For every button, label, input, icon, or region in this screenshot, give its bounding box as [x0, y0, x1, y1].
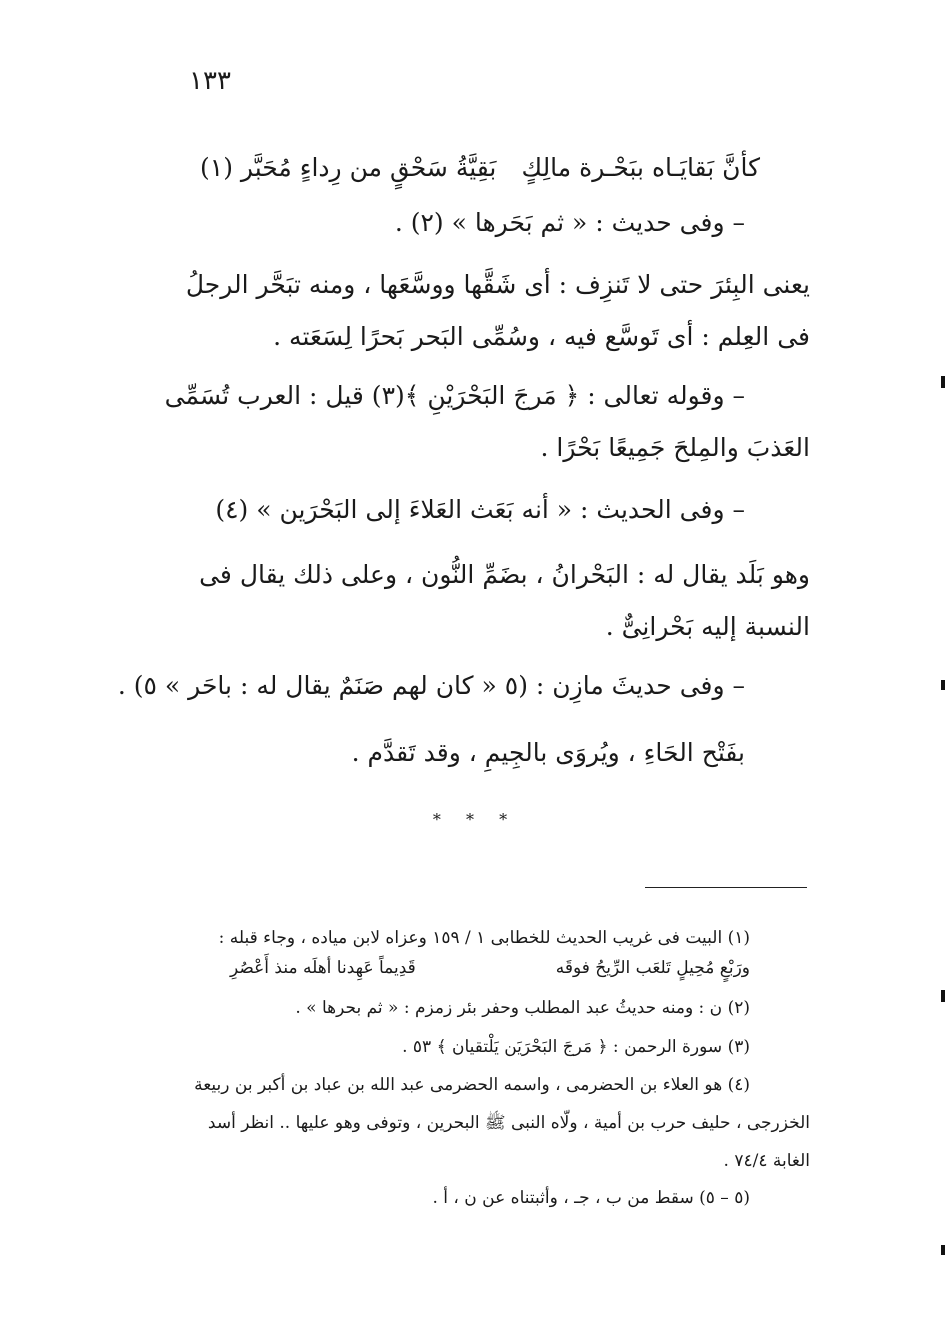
poetry-verse — [200, 150, 760, 190]
text-line: وهو بَلَد يقال له : البَحْرانُ ، بضَمِّ النُّون ، وعلى ذلك يقال فى — [199, 560, 810, 589]
text-line: – وفى حديثَ مازِن : (٥ « كان لهم صَنَمٌ يقال له : باحَر » ٥) . — [117, 671, 745, 700]
footnote-3: (٣) سورة الرحمن : ﴿ مَرجَ البَحْرَيَن يَلْتقيان ﴾ ٥٣ . — [402, 1037, 750, 1057]
scan-edge-mark — [941, 990, 945, 1002]
footnote-4-line-2: الخزرجى ، حليف حرب بن أمية ، ولّاه النبى ﷺ البحرين ، وتوفى وهو عليها .. انظر أسد — [207, 1113, 810, 1133]
footnote-1-verse — [230, 955, 750, 983]
footnote-rule — [645, 887, 807, 888]
footnote-4-line-3: الغابة ٧٤/٤ . — [723, 1151, 810, 1171]
section-separator: * * * — [432, 810, 518, 829]
footnote-verse-second-hemistich: قَدِيماً عَهِدنا أهلَه منذ أَعْصُرِ — [230, 958, 416, 978]
scan-edge-mark — [941, 1245, 945, 1255]
footnote-4-line-1: (٤) هو العلاء بن الحضرمى ، واسمه الحضرمى عبد الله بن عباد بن أكبر بن ربيعة — [194, 1075, 750, 1095]
text-line: يعنى البِئرَ حتى لا تَنزِف : أى شَقَّها ووسَّعَها ، ومنه تبَحَّر الرجلُ — [185, 270, 810, 299]
text-line: – وفى الحديث : « أنه بَعَث العَلاءَ إلى البَحْرَين » (٤) — [215, 495, 745, 524]
verse-first-hemistich: كأنَّ بَقايَـاه ببَحْـرة مالِكٍ — [521, 153, 760, 182]
text-line: – وقوله تعالى : ﴿ مَرجَ البَحْرَيْنِ ﴾(٣) قيل : العرب تُسَمِّى — [164, 381, 745, 410]
scan-edge-mark — [941, 680, 945, 690]
verse-second-hemistich: بَقِيَّةُ سَحْقٍ من رِداءٍ مُحَبَّر (١) — [200, 153, 497, 182]
text-line: بفَتْح الحَاءِ ، ويُروَى بالجِيمِ ، وقد تَقدَّم . — [351, 738, 745, 767]
footnote-verse-first-hemistich: ورَبْعٍ مُحِيلٍ تَلعَب الرِّيحُ فوقَه — [555, 958, 750, 978]
text-line: النسبة إليه بَحْرانِىٌّ . — [605, 612, 810, 641]
footnote-5: (٥ – ٥) سقط من ب ، جـ ، وأثبتناه عن ن ، أ . — [432, 1188, 750, 1208]
footnote-2: (٢) ن : ومنه حديثُ عبد المطلب وحفر بئر زمزم : « ثم بحرها » . — [295, 998, 750, 1018]
footnote-1: (١) البيت فى غريب الحديث للخطابى ١ / ١٥٩ وعزاه لابن مياده ، وجاء قبله : — [218, 928, 750, 948]
text-line: – وفى حديث : « ثم بَحَرها » (٢) . — [394, 208, 745, 237]
page-number: ١٣٣ — [189, 66, 231, 96]
scan-edge-mark — [941, 376, 945, 388]
text-line: العَذبَ والمِلحَ جَمِيعًا بَحْرًا . — [540, 433, 810, 462]
text-line: فى العِلم : أى تَوسَّع فيه ، وسُمِّى البَحر بَحرًا لِسَعَته . — [273, 322, 810, 351]
